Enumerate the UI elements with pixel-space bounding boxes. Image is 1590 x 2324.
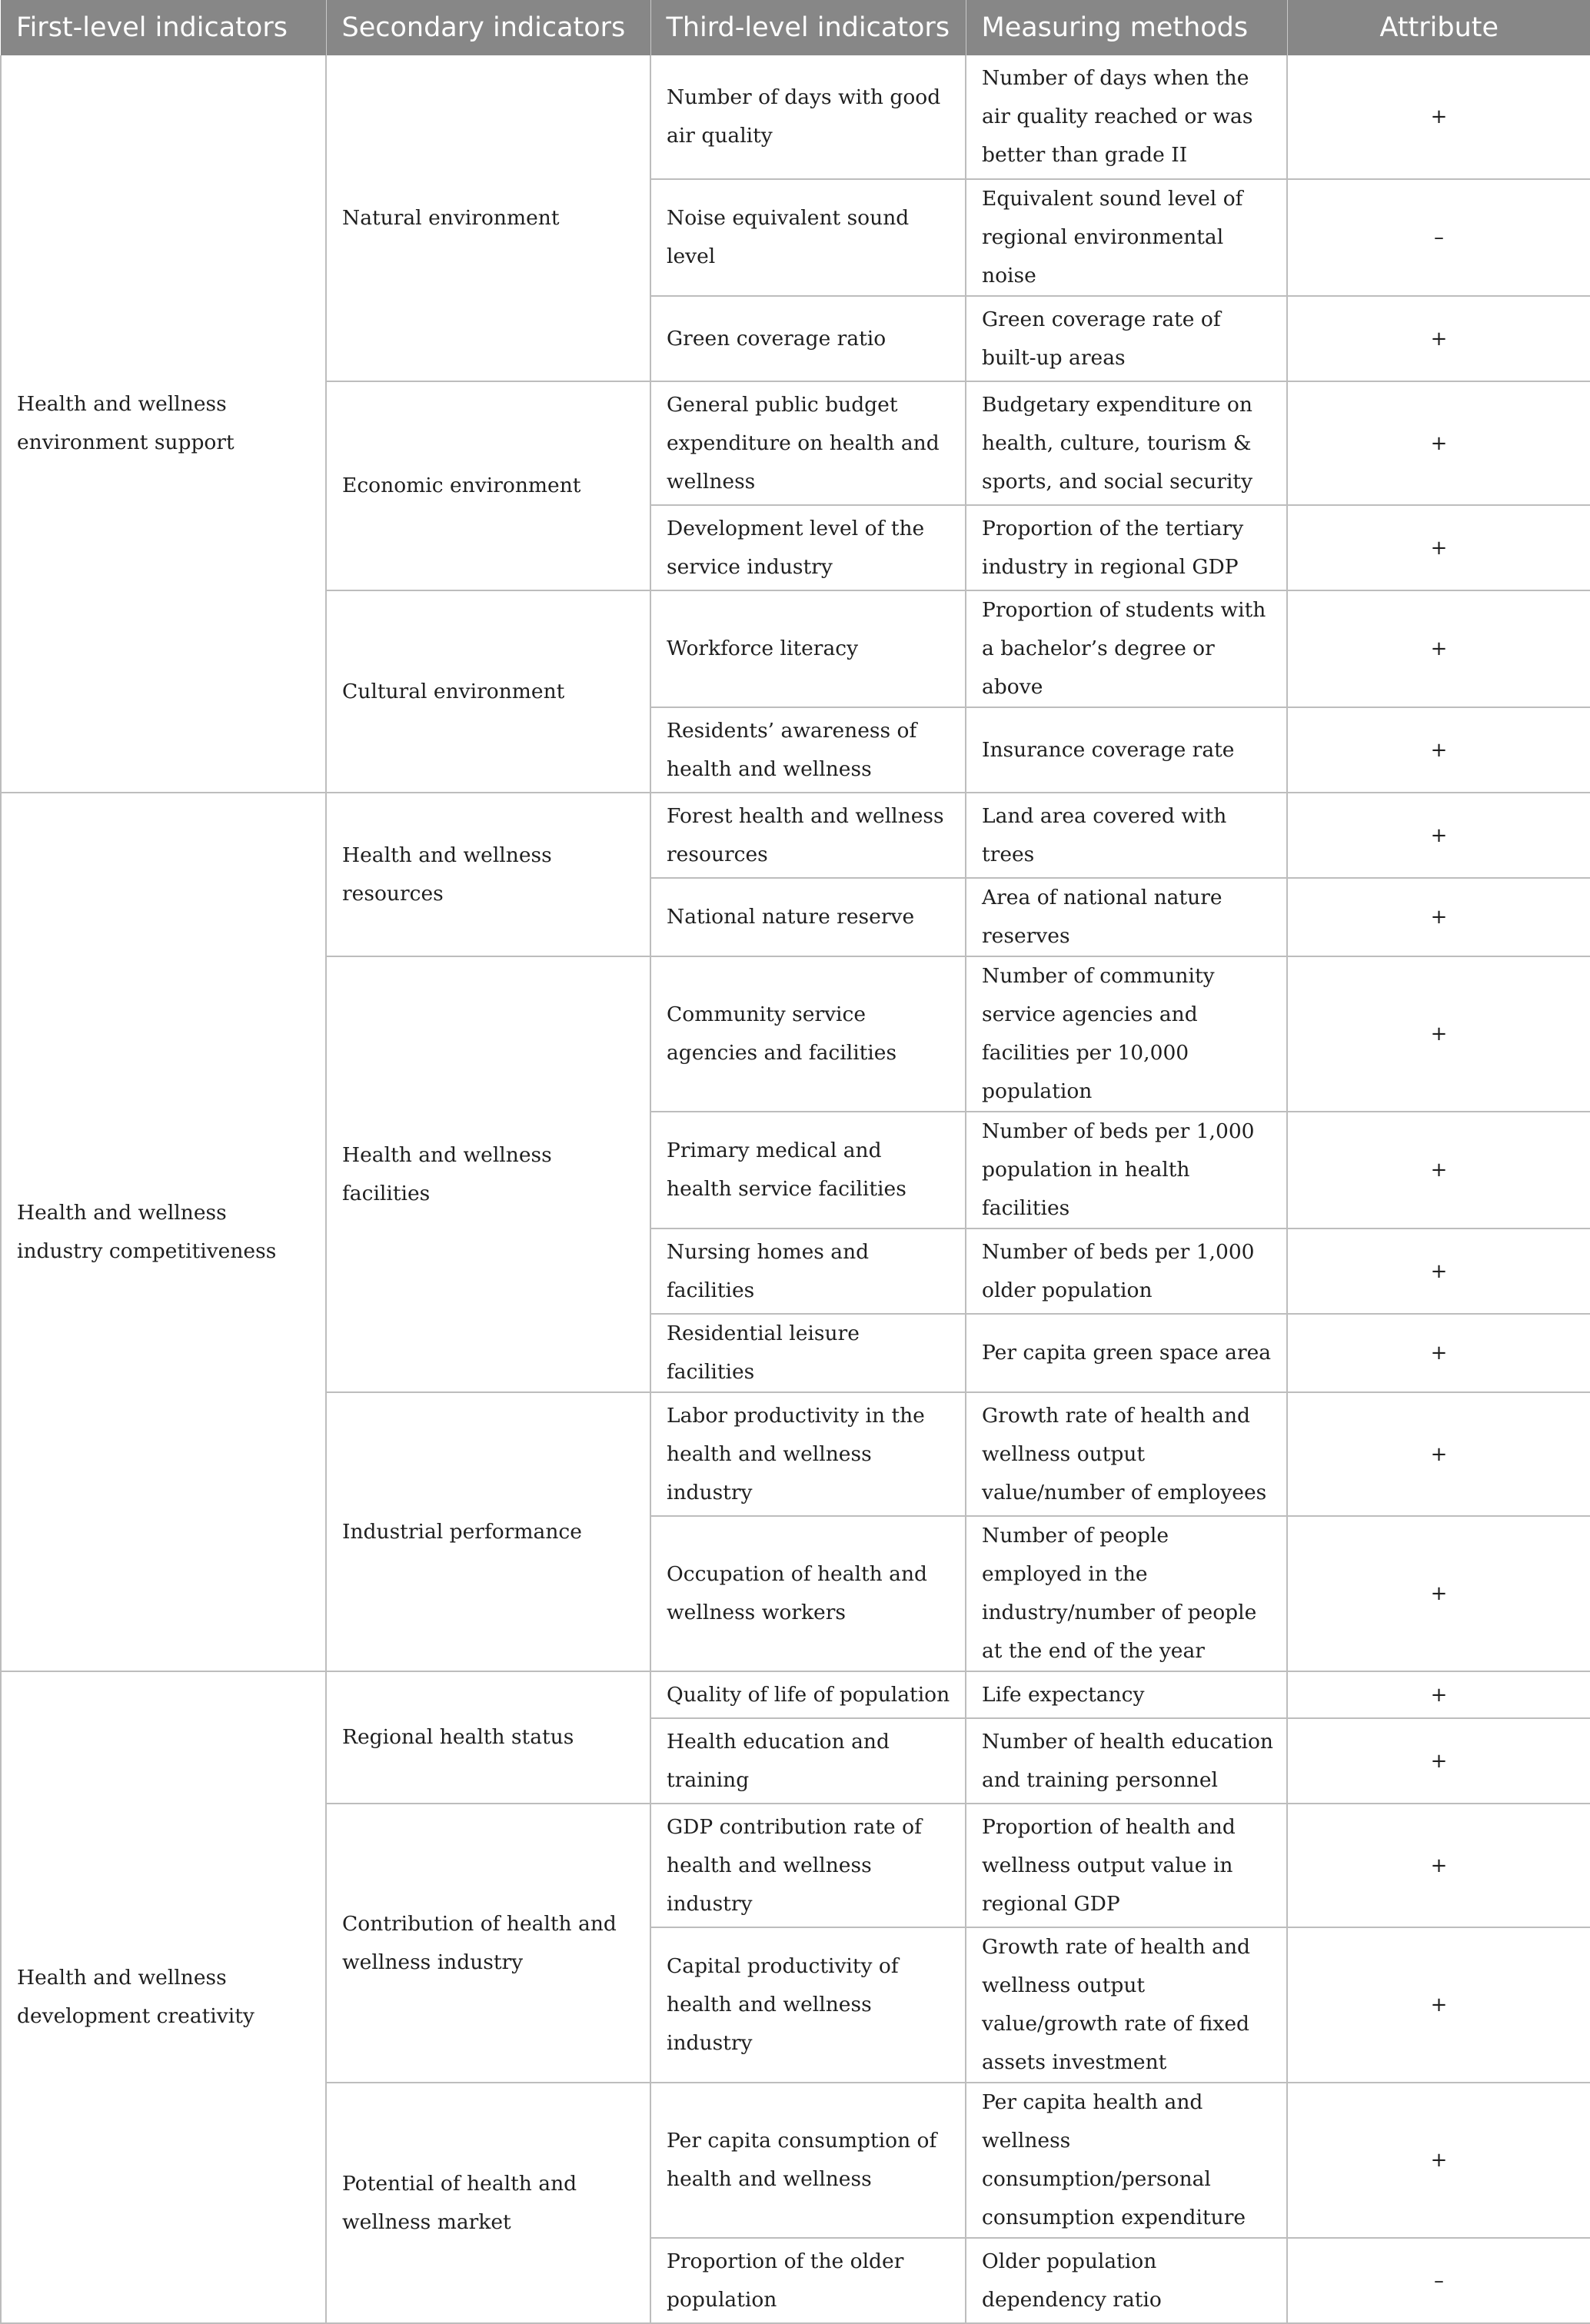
attribute-sign: + bbox=[1287, 1804, 1590, 1927]
header-third-level: Third-level indicators bbox=[650, 0, 966, 55]
attribute-sign: + bbox=[1287, 707, 1590, 793]
measuring-method: Number of beds per 1,000 population in health facilities bbox=[966, 1112, 1287, 1228]
first-level-indicator: Health and wellness environment support bbox=[1, 55, 326, 793]
third-level-indicator: Residential leisure facilities bbox=[650, 1314, 966, 1392]
measuring-method: Number of days when the air quality reached or was better than grade II bbox=[966, 55, 1287, 179]
measuring-method: Proportion of the tertiary industry in regional GDP bbox=[966, 505, 1287, 590]
third-level-indicator: Residents’ awareness of health and wellness bbox=[650, 707, 966, 793]
measuring-method: Per capita health and wellness consumption/personal consumption expenditure bbox=[966, 2083, 1287, 2238]
third-level-indicator: Development level of the service industry bbox=[650, 505, 966, 590]
attribute-sign: + bbox=[1287, 1314, 1590, 1392]
secondary-indicator: Regional health status bbox=[326, 1671, 650, 1804]
third-level-indicator: Health education and training bbox=[650, 1718, 966, 1804]
attribute-sign: + bbox=[1287, 505, 1590, 590]
third-level-indicator: Primary medical and health service facilities bbox=[650, 1112, 966, 1228]
header-secondary: Secondary indicators bbox=[326, 0, 650, 55]
table-row bbox=[1, 55, 1590, 179]
third-level-indicator: Noise equivalent sound level bbox=[650, 179, 966, 296]
attribute-sign: + bbox=[1287, 1516, 1590, 1671]
attribute-sign: + bbox=[1287, 590, 1590, 707]
measuring-method: Older population dependency ratio bbox=[966, 2238, 1287, 2323]
third-level-indicator: Number of days with good air quality bbox=[650, 55, 966, 179]
attribute-sign: – bbox=[1287, 179, 1590, 296]
third-level-indicator: Proportion of the older population bbox=[650, 2238, 966, 2323]
secondary-indicator: Contribution of health and wellness industry bbox=[326, 1804, 650, 2083]
measuring-method: Growth rate of health and wellness output value/number of employees bbox=[966, 1392, 1287, 1516]
attribute-sign: + bbox=[1287, 1671, 1590, 1718]
measuring-method: Growth rate of health and wellness output value/growth rate of fixed assets investment bbox=[966, 1927, 1287, 2083]
measuring-method: Life expectancy bbox=[966, 1671, 1287, 1718]
third-level-indicator: Forest health and wellness resources bbox=[650, 793, 966, 878]
attribute-sign: + bbox=[1287, 1392, 1590, 1516]
attribute-sign: + bbox=[1287, 55, 1590, 179]
secondary-indicator: Cultural environment bbox=[326, 590, 650, 793]
secondary-indicator: Health and wellness resources bbox=[326, 793, 650, 956]
header-attribute: Attribute bbox=[1287, 0, 1590, 55]
header-first-level: First-level indicators bbox=[1, 0, 326, 55]
attribute-sign: + bbox=[1287, 296, 1590, 381]
third-level-indicator: National nature reserve bbox=[650, 878, 966, 956]
attribute-sign: + bbox=[1287, 793, 1590, 878]
measuring-method: Equivalent sound level of regional environmental noise bbox=[966, 179, 1287, 296]
third-level-indicator: Labor productivity in the health and wellness industry bbox=[650, 1392, 966, 1516]
table-body bbox=[1, 55, 1590, 2323]
measuring-method: Number of health education and training personnel bbox=[966, 1718, 1287, 1804]
third-level-indicator: Green coverage ratio bbox=[650, 296, 966, 381]
measuring-method: Proportion of health and wellness output value in regional GDP bbox=[966, 1804, 1287, 1927]
measuring-method: Number of community service agencies and facilities per 10,000 population bbox=[966, 956, 1287, 1112]
measuring-method: Number of people employed in the industry/number of people at the end of the year bbox=[966, 1516, 1287, 1671]
attribute-sign: + bbox=[1287, 1718, 1590, 1804]
first-level-indicator: Health and wellness industry competitiveness bbox=[1, 793, 326, 1671]
attribute-sign: + bbox=[1287, 381, 1590, 505]
measuring-method: Budgetary expenditure on health, culture, tourism & sports, and social security bbox=[966, 381, 1287, 505]
attribute-sign: + bbox=[1287, 2083, 1590, 2238]
attribute-sign: + bbox=[1287, 878, 1590, 956]
third-level-indicator: Capital productivity of health and wellness industry bbox=[650, 1927, 966, 2083]
table-header bbox=[1, 0, 1590, 55]
attribute-sign: + bbox=[1287, 1228, 1590, 1314]
attribute-sign: + bbox=[1287, 1927, 1590, 2083]
secondary-indicator: Potential of health and wellness market bbox=[326, 2083, 650, 2323]
attribute-sign: + bbox=[1287, 956, 1590, 1112]
measuring-method: Area of national nature reserves bbox=[966, 878, 1287, 956]
measuring-method: Proportion of students with a bachelor’s degree or above bbox=[966, 590, 1287, 707]
table-row bbox=[1, 793, 1590, 878]
secondary-indicator: Health and wellness facilities bbox=[326, 956, 650, 1392]
measuring-method: Green coverage rate of built-up areas bbox=[966, 296, 1287, 381]
header-measuring-methods: Measuring methods bbox=[966, 0, 1287, 55]
secondary-indicator: Natural environment bbox=[326, 55, 650, 381]
table-row bbox=[1, 1671, 1590, 1718]
secondary-indicator: Industrial performance bbox=[326, 1392, 650, 1671]
measuring-method: Number of beds per 1,000 older population bbox=[966, 1228, 1287, 1314]
third-level-indicator: General public budget expenditure on health and wellness bbox=[650, 381, 966, 505]
third-level-indicator: Community service agencies and facilities bbox=[650, 956, 966, 1112]
third-level-indicator: Quality of life of population bbox=[650, 1671, 966, 1718]
measuring-method: Insurance coverage rate bbox=[966, 707, 1287, 793]
attribute-sign: – bbox=[1287, 2238, 1590, 2323]
third-level-indicator: Nursing homes and facilities bbox=[650, 1228, 966, 1314]
first-level-indicator: Health and wellness development creativity bbox=[1, 1671, 326, 2323]
third-level-indicator: Per capita consumption of health and wellness bbox=[650, 2083, 966, 2238]
third-level-indicator: Occupation of health and wellness workers bbox=[650, 1516, 966, 1671]
third-level-indicator: GDP contribution rate of health and wellness industry bbox=[650, 1804, 966, 1927]
measuring-method: Per capita green space area bbox=[966, 1314, 1287, 1392]
third-level-indicator: Workforce literacy bbox=[650, 590, 966, 707]
secondary-indicator: Economic environment bbox=[326, 381, 650, 590]
measuring-method: Land area covered with trees bbox=[966, 793, 1287, 878]
attribute-sign: + bbox=[1287, 1112, 1590, 1228]
